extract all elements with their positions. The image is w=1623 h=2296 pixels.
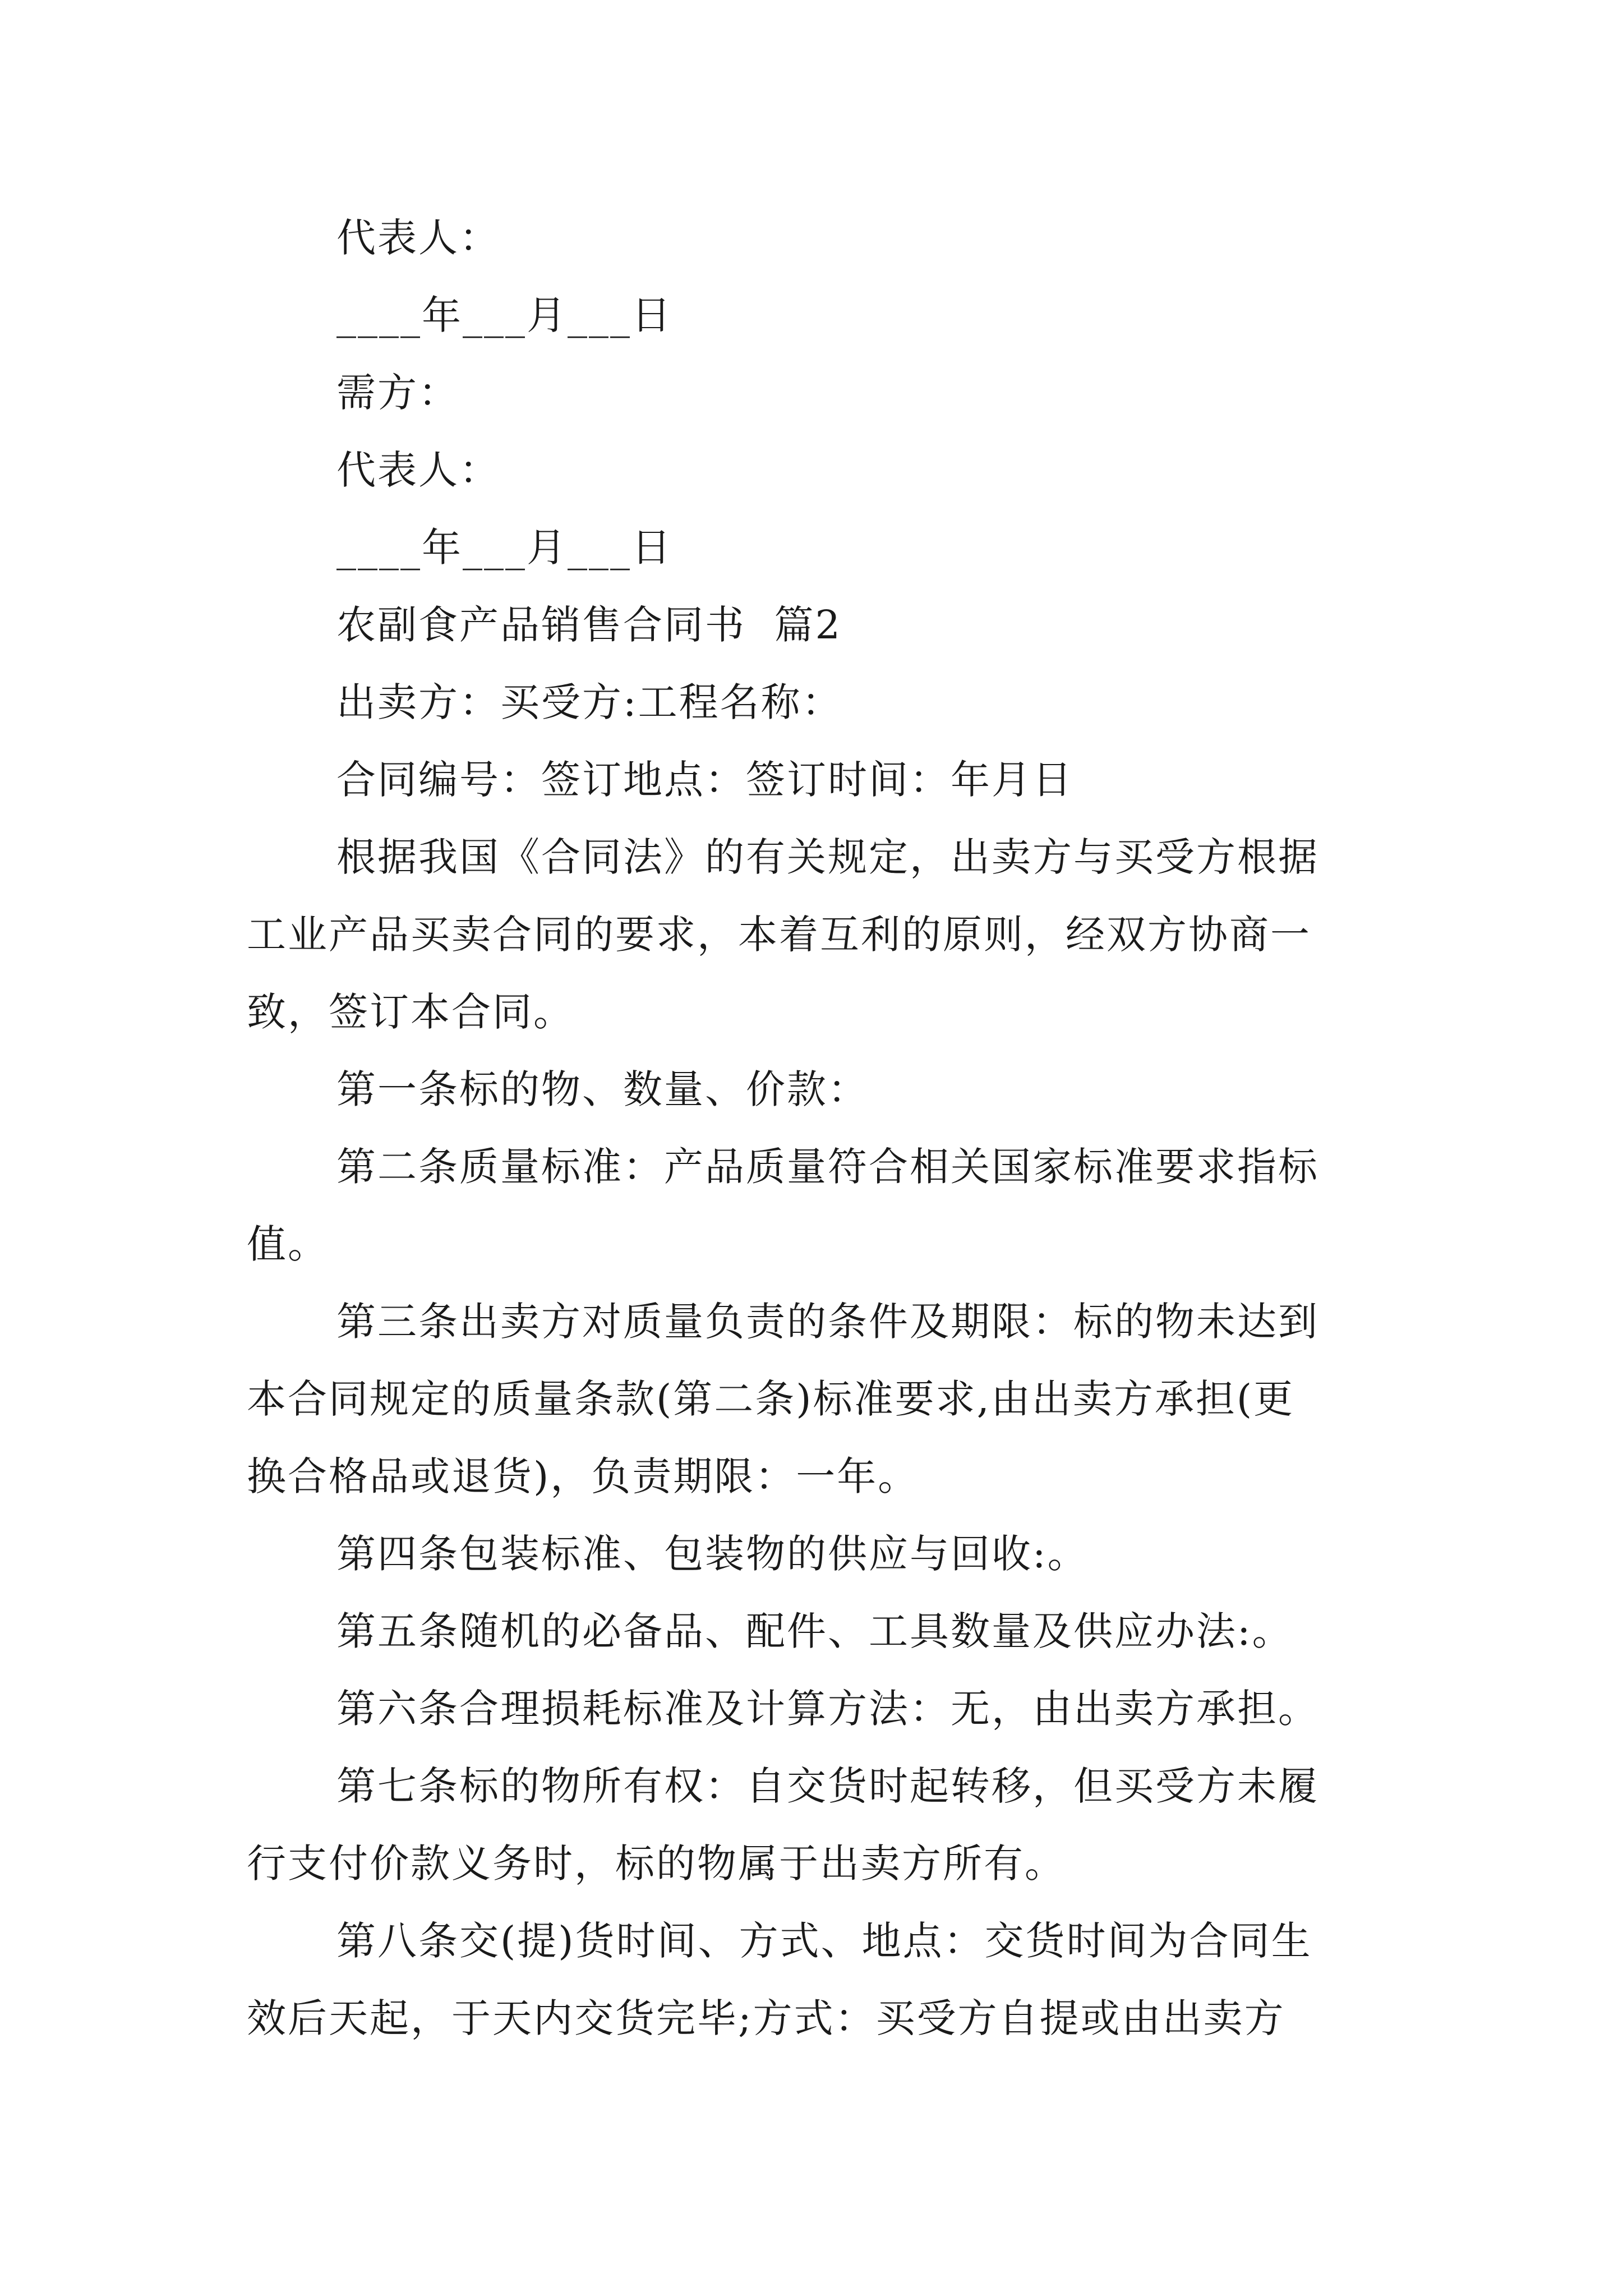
date-line: ____年___月___日 xyxy=(336,524,672,570)
paragraph-line: 第二条质量标准：产品质量符合相关国家标准要求指标 xyxy=(336,1144,1319,1190)
paragraph-line: 第七条标的物所有权：自交货时起转移，但买受方未履 xyxy=(336,1763,1319,1809)
paragraph-line: 行支付价款义务时，标的物属于出卖方所有。 xyxy=(247,1841,1066,1887)
paragraph-line: 本合同规定的质量条款(第二条)标准要求,由出卖方承担(更 xyxy=(247,1376,1295,1422)
header-line: 合同编号：签订地点：签订时间：年月日 xyxy=(336,757,1073,803)
document-body xyxy=(247,199,1396,2057)
signature-line: 代表人： xyxy=(336,215,500,261)
paragraph-line: 第五条随机的必备品、配件、工具数量及供应办法:。 xyxy=(336,1608,1293,1654)
paragraph-line: 第四条包装标准、包装物的供应与回收:。 xyxy=(336,1531,1089,1577)
signature-line: 需方： xyxy=(336,370,459,416)
paragraph-line: 工业产品买卖合同的要求，本着互利的原则，经双方协商一 xyxy=(247,912,1311,958)
date-line: ____年___月___日 xyxy=(336,292,672,338)
paragraph-line: 第三条出卖方对质量负责的条件及期限：标的物未达到 xyxy=(336,1299,1319,1345)
signature-line: 代表人： xyxy=(336,447,500,493)
paragraph-line: 换合格品或退货)，负责期限：一年。 xyxy=(247,1453,919,1499)
paragraph-line: 致，签订本合同。 xyxy=(247,989,574,1035)
paragraph-line: 效后天起，于天内交货完毕;方式：买受方自提或由出卖方 xyxy=(247,1995,1285,2041)
paragraph-line: 值。 xyxy=(247,1221,329,1267)
paragraph-line: 第六条合理损耗标准及计算方法：无，由出卖方承担。 xyxy=(336,1686,1319,1732)
paragraph-line: 根据我国《合同法》的有关规定，出卖方与买受方根据 xyxy=(336,834,1319,880)
paragraph-line: 第一条标的物、数量、价款： xyxy=(336,1066,869,1112)
paragraph-line: 第八条交(提)货时间、方式、地点：交货时间为合同生 xyxy=(336,1918,1312,1964)
header-line: 出卖方：买受方:工程名称： xyxy=(336,679,843,725)
section-title: 农副食产品销售合同书 篇2 xyxy=(336,602,842,648)
